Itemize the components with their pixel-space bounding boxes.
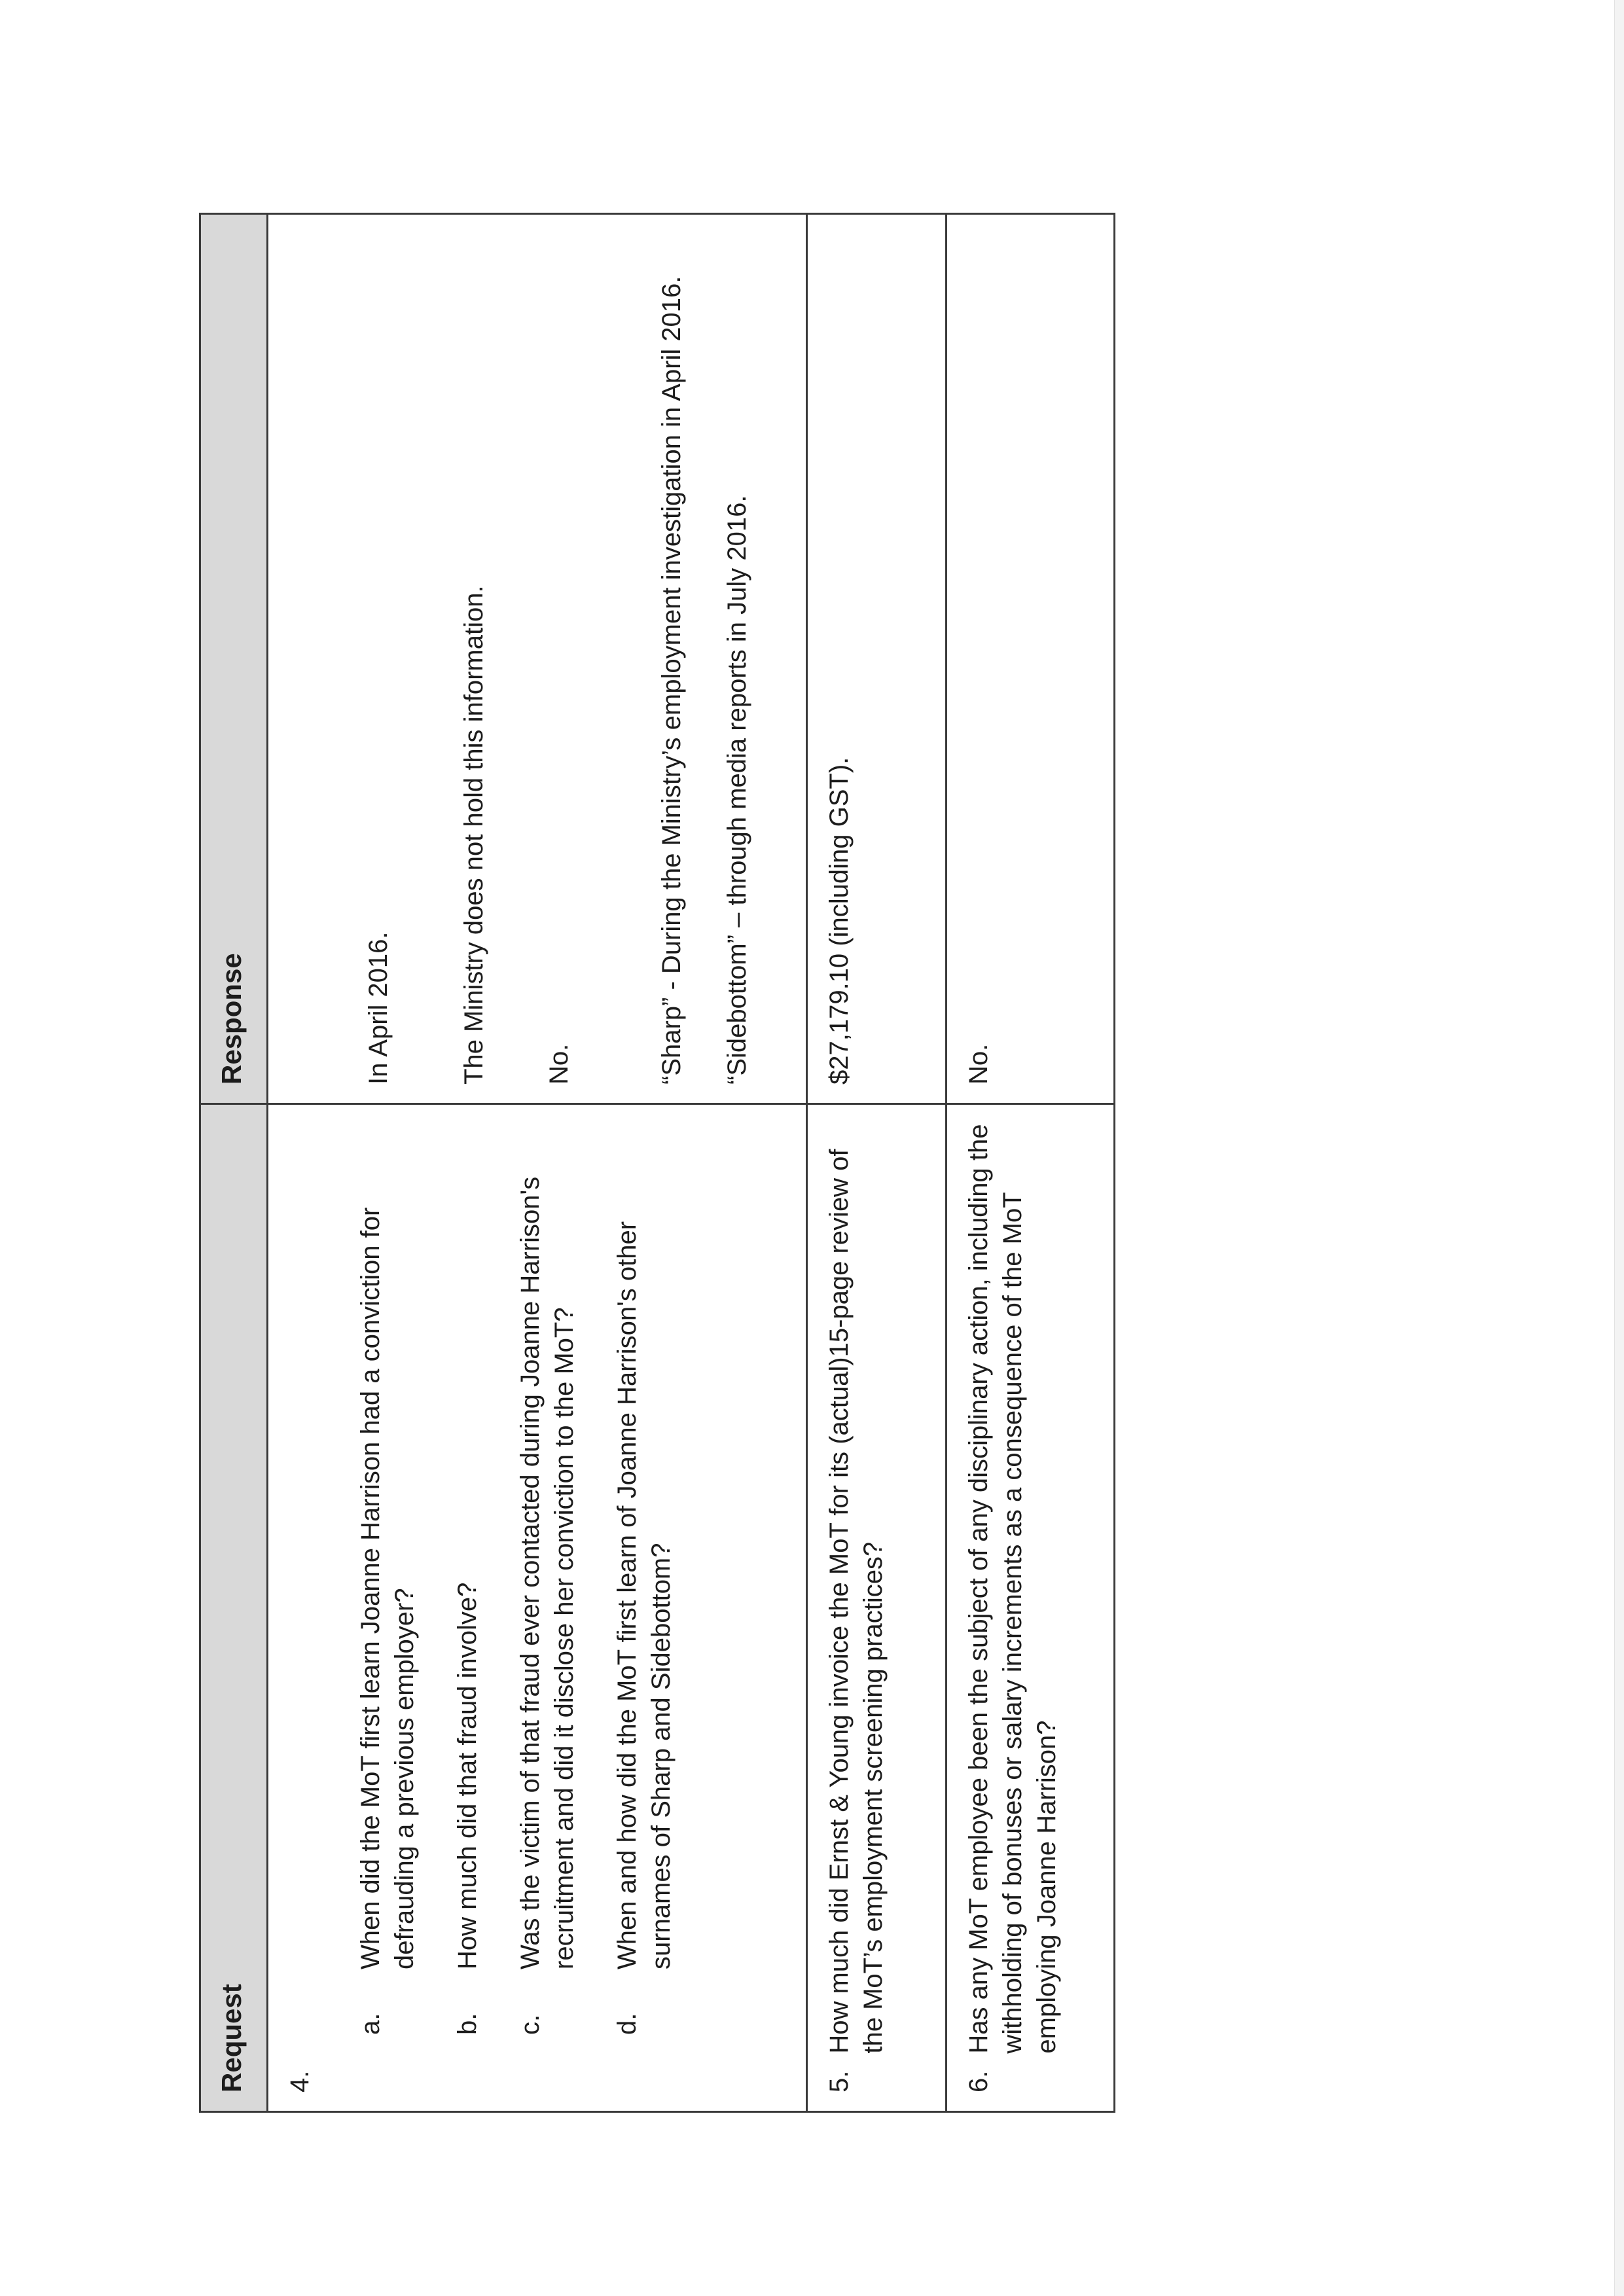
response-cell-6 [946, 214, 1114, 1104]
item-number-5: 5. [824, 2070, 854, 2092]
subitem-question: When did the MoT first learn Joanne Harrison had a conviction for defrauding a previous employer? [356, 1207, 420, 1969]
response-4a: In April 2016. [364, 931, 393, 1085]
header-response: Response [200, 214, 268, 1104]
header-request: Request [200, 1104, 268, 2112]
item-question-5: How much did Ernst & Young invoice the MoT for its (actual)15-page review of the MoT’s employment screening practices? [824, 1149, 888, 2054]
response-4d-sharp: “Sharp” - During the Ministry’s employment investigation in April 2016. [657, 276, 687, 1085]
item-number-6: 6. [964, 2070, 993, 2092]
subitem-question: When and how did the MoT first learn of Joanne Harrison's other surnames of Sharp and Sidebottom? [613, 1221, 676, 1969]
table-row [946, 214, 1114, 2112]
response-4c: No. [545, 1043, 574, 1085]
subitem-a [353, 1123, 422, 2092]
response-cell-4 [268, 214, 807, 1104]
subitem-question: Was the victim of that fraud ever contacted during Joanne Harrison's recruitment and did it disclose her conviction to the MoT? [516, 1176, 579, 1969]
subitem-c [513, 1123, 581, 2092]
table-row [806, 214, 946, 2112]
page-edge [1614, 0, 1624, 2296]
subitem-letter: d. [613, 2013, 642, 2035]
request-cell-4 [268, 1104, 807, 2112]
item-question-6: Has any MoT employee been the subject of any disciplinary action, including the withholding of bonuses or salary increments as a consequence of the MoT employing Joanne Harrison? [964, 1124, 1061, 2054]
request-response-table [199, 213, 1115, 2113]
response-4d-sidebottom: “Sidebottom” – through media reports in July 2016. [723, 495, 752, 1085]
subitem-letter: a. [356, 2013, 386, 2035]
table-row [268, 214, 807, 2112]
subitem-d [610, 1123, 678, 2092]
subitem-b [450, 1123, 484, 2092]
item-number-4: 4. [285, 2070, 315, 2092]
subitem-letter: b. [453, 2013, 482, 2035]
response-cell-5 [806, 214, 946, 1104]
response-4b: The Ministry does not hold this information. [460, 585, 489, 1085]
rotated-table-container [199, 215, 1115, 2113]
table-header-row [200, 214, 268, 2112]
subitem-letter: c. [516, 2014, 545, 2035]
request-cell-6 [946, 1104, 1114, 2112]
response-6: No. [964, 1043, 993, 1085]
response-5: $27,179.10 (including GST). [824, 757, 854, 1085]
request-cell-5 [806, 1104, 946, 2112]
subitem-question: How much did that fraud involve? [453, 1582, 482, 1969]
